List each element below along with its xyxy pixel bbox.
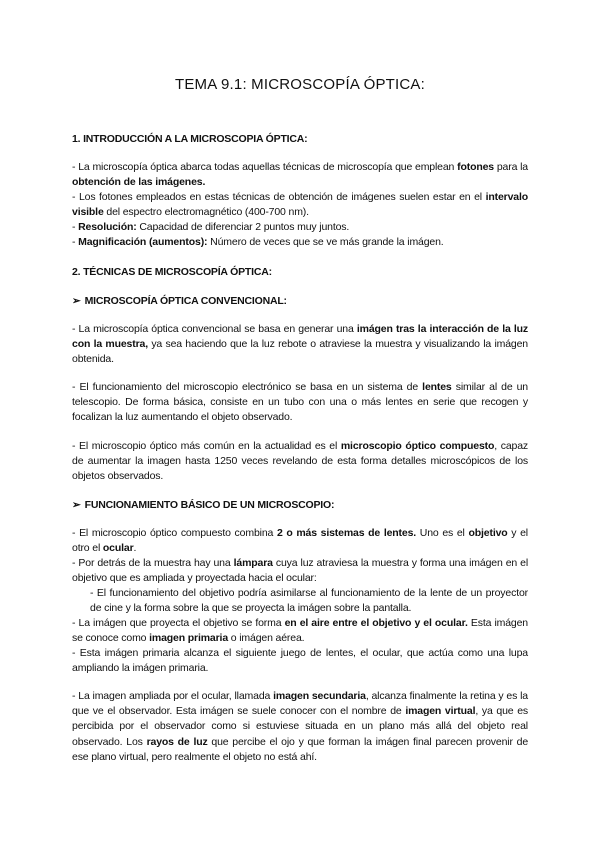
bold-text: ocular: [102, 542, 134, 555]
paragraph-funcionamiento-3: - El funcionamiento del objetivo podría asimilarse al funcionamiento de la lente de un proyector de cine y la forma sobre la que se proyecta la imágen sobre la pantalla.: [90, 587, 528, 615]
text: Uno es el: [416, 527, 469, 539]
text: , capaz de aumentar la imagen hasta 1250 veces revelando de esta forma detalles microscópicos de los objetos observados.: [72, 440, 528, 483]
paragraph-intro-1: [72, 160, 528, 190]
paragraph-convencional-1: [72, 322, 528, 368]
paragraph-resolucion: [72, 220, 528, 235]
text: , alcanza finalmente la retina y es la que ve el observador. Esta imágen se suele conocer con el nombre de: [72, 690, 528, 718]
text: similar al de un telescopio. De forma básica, consiste en un tubo con una o más lentes en serie que recogen y focalizan la luz aumentando el objeto observado.: [72, 381, 529, 424]
bold-text: Magnificación (aumentos):: [78, 236, 208, 248]
bold-text: obtención de las imágenes.: [72, 176, 206, 189]
bold-text: en el aire entre el objetivo y el ocular.: [284, 617, 468, 629]
bold-text: intervalo visible: [72, 191, 528, 219]
subheading-text: FUNCIONAMIENTO BÁSICO DE UN MICROSCOPIO:: [84, 499, 335, 511]
bold-text: imagen secundaria: [273, 690, 366, 702]
text: - La imágen que proyecta el objetivo se forma: [72, 617, 285, 629]
arrow-bullet-icon: ➢: [72, 295, 81, 307]
text: - El funcionamiento del microscopio electrónico se basa en un sistema de: [72, 381, 423, 393]
text: - El microscopio óptico compuesto combina: [72, 527, 277, 539]
text: y el otro el: [72, 527, 528, 555]
section-heading-intro: 1. INTRODUCCIÓN A LA MICROSCOPIA ÓPTICA:: [72, 133, 308, 145]
bold-text: fotones: [457, 161, 494, 173]
bold-text: 2 o más sistemas de lentes.: [276, 527, 417, 539]
text: - Los fotones empleados en estas técnicas de obtención de imágenes suelen estar en el: [72, 191, 486, 203]
paragraph-funcionamiento-4: [72, 616, 528, 646]
subheading-text: MICROSCOPÍA ÓPTICA CONVENCIONAL:: [84, 295, 287, 307]
subheading-convencional: [72, 295, 287, 307]
bold-text: imagen virtual: [405, 705, 476, 718]
text: que percibe el ojo y que forman la imágen final parecen provenir de ese plano virtual, pero realmente el objeto no está ahí.: [72, 735, 529, 763]
text: - La microscopía óptica convencional se basa en generar una: [72, 323, 357, 335]
paragraph-convencional-2: [72, 380, 528, 426]
paragraph-intro-2: [72, 190, 528, 220]
text: - Por detrás de la muestra hay una: [72, 557, 234, 569]
paragraph-funcionamiento-5: - Esta imágen primaria alcanza el siguiente juego de lentes, el ocular, que actúa como una lupa ampliando la imágen primaria.: [72, 647, 528, 675]
bold-text: imagen primaria: [149, 632, 229, 645]
text: -: [72, 236, 79, 248]
text: cuya luz atraviesa la muestra y forma una imágen en el objetivo que es ampliada y proyectada hacia el ocular:: [72, 557, 529, 585]
text: Capacidad de diferenciar 2 puntos muy juntos.: [136, 221, 350, 233]
bold-text: objetivo: [468, 527, 508, 539]
text: -: [72, 221, 79, 233]
bold-text: lentes: [422, 381, 452, 393]
text: del espectro electromagnético (400-700 nm).: [103, 206, 309, 219]
text: - La microscopía óptica abarca todas aquellas técnicas de microscopía que emplean: [72, 161, 458, 173]
text: - El microscopio óptico más común en la actualidad es el: [72, 440, 341, 452]
paragraph-funcionamiento-2: [72, 556, 528, 586]
text: , ya que es percibida por el observador como si estuviese situada en un plano más allá del objeto real observado. Los: [72, 705, 528, 748]
paragraph-funcionamiento-1: [72, 526, 528, 556]
text: Esta imágen se conoce como: [72, 617, 529, 645]
section-heading-tecnicas: 2. TÉCNICAS DE MICROSCOPÍA ÓPTICA:: [72, 266, 272, 278]
bold-text: Resolución:: [78, 221, 137, 233]
text: .: [133, 542, 137, 555]
subheading-funcionamiento: [72, 499, 334, 511]
text: - La imagen ampliada por el ocular, llamada: [72, 690, 274, 702]
bold-text: lámpara: [233, 557, 273, 569]
page-title: TEMA 9.1: MICROSCOPÍA ÓPTICA:: [174, 76, 426, 93]
paragraph-magnificacion: [72, 235, 528, 250]
paragraph-convencional-3: [72, 439, 528, 485]
text: o imágen aérea.: [228, 632, 305, 645]
text: ya sea haciendo que la luz rebote o atraviese la muestra y visualizando la imágen obtenida.: [72, 338, 528, 366]
bold-text: imágen tras la interacción de la luz con la muestra,: [72, 323, 528, 351]
text: Número de veces que se ve más grande la imágen.: [207, 236, 444, 248]
bold-text: microscopio óptico compuesto: [340, 440, 495, 452]
arrow-bullet-icon: ➢: [72, 499, 81, 511]
paragraph-funcionamiento-6: [72, 689, 528, 765]
bold-text: rayos de luz: [146, 735, 208, 748]
text: para la: [493, 161, 528, 173]
